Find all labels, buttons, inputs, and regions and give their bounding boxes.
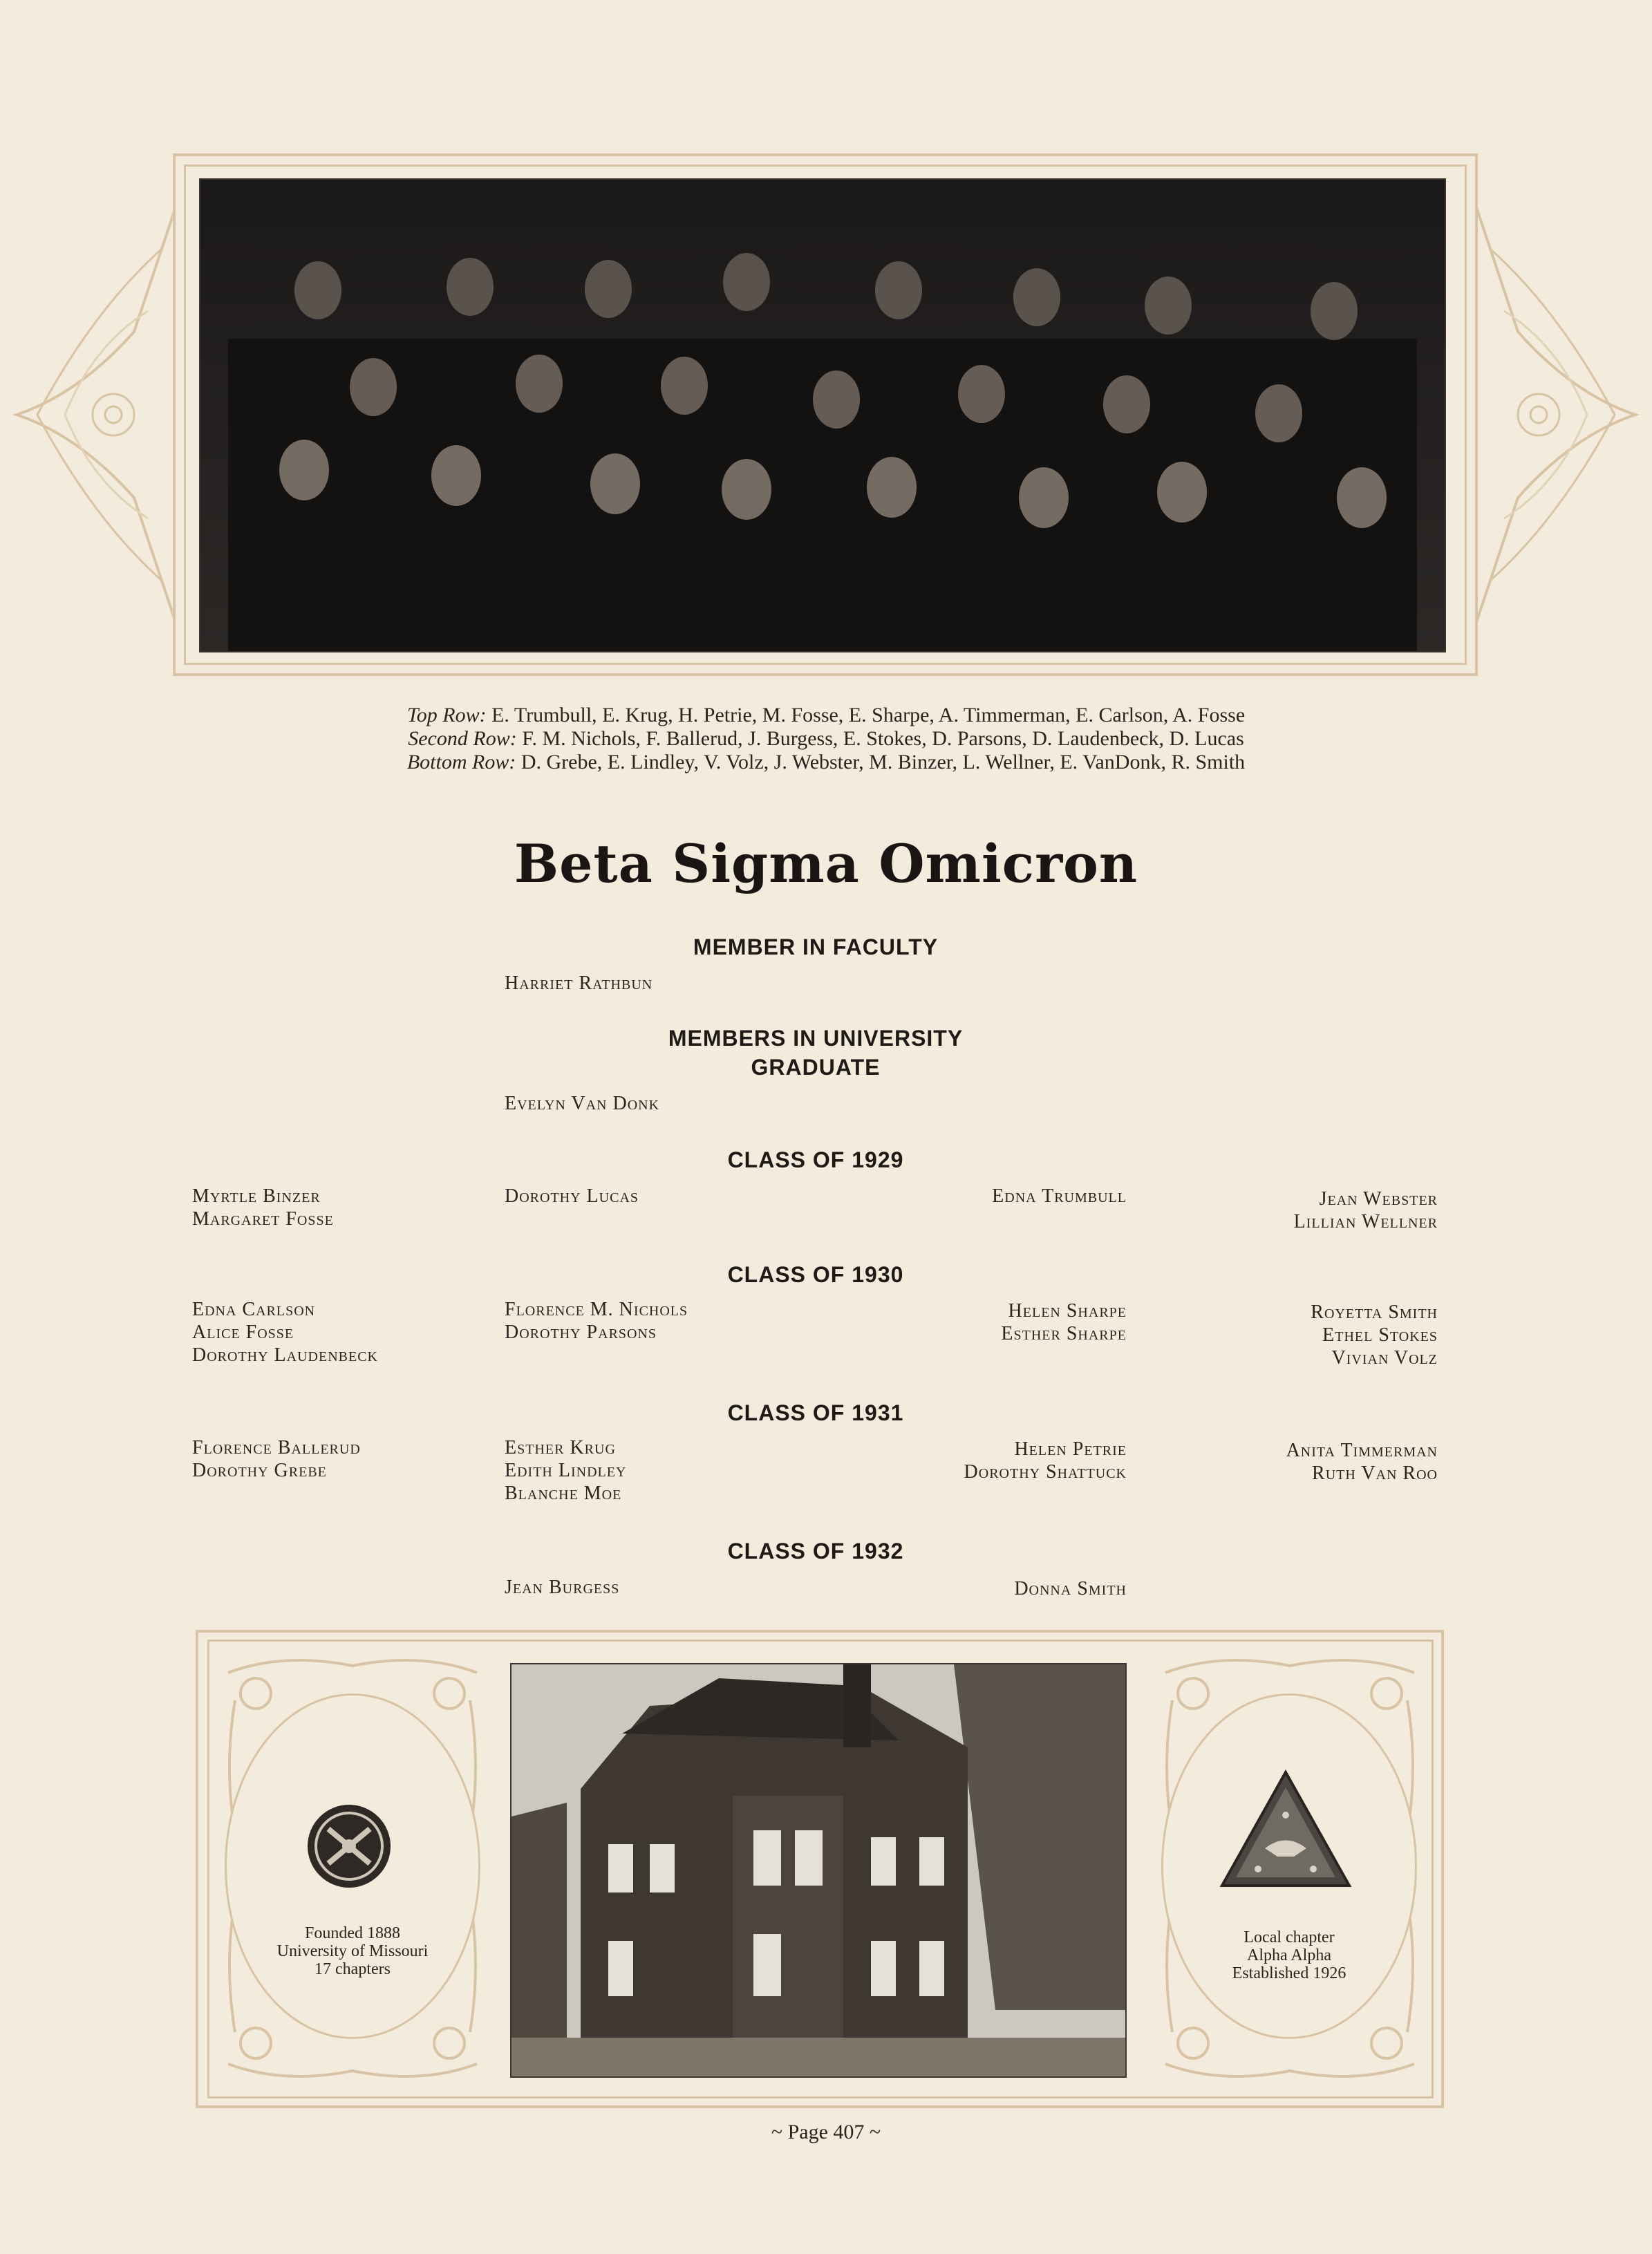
caption-top-names: E. Trumbull, E. Krug, H. Petrie, M. Fosse, E. Sharpe, A. Timmerman, E. Carlson, A. Fosse: [491, 704, 1246, 726]
class-1929-col2: [505, 1185, 639, 1208]
member-name: Vivian Volz: [1331, 1347, 1438, 1369]
member-name: Helen Sharpe: [1008, 1300, 1127, 1322]
member-name: Jean Webster: [1319, 1188, 1438, 1210]
top-row-faces: [294, 253, 1358, 340]
page-number: ~ Page 407 ~: [771, 2121, 881, 2143]
graduate-name: Evelyn Van Donk: [505, 1093, 660, 1114]
member-name: Margaret Fosse: [192, 1208, 334, 1230]
chapters-line: 17 chapters: [315, 1960, 391, 1978]
right-scroll-ornament: [1476, 207, 1642, 622]
university-line: University of Missouri: [276, 1942, 429, 1960]
class-1930-col4: [1161, 1301, 1438, 1369]
member-name: Blanche Moe: [505, 1483, 622, 1504]
member-name: Edna Trumbull: [992, 1185, 1127, 1207]
class-1931-col3: [850, 1438, 1127, 1483]
class-1931-col2: [505, 1436, 626, 1505]
class-1930-col2: [505, 1298, 688, 1344]
class-1929-heading: CLASS OF 1929: [727, 1147, 904, 1172]
member-name: Dorothy Parsons: [505, 1322, 657, 1343]
left-panel-text: [235, 1924, 470, 1978]
class-1931-heading: CLASS OF 1931: [727, 1400, 904, 1425]
member-name: Myrtle Binzer: [192, 1185, 321, 1207]
member-name: Florence M. Nichols: [505, 1299, 688, 1320]
page-title: Beta Sigma Omicron: [514, 833, 1138, 894]
member-name: Dorothy Laudenbeck: [192, 1344, 378, 1366]
member-name: Anita Timmerman: [1286, 1440, 1438, 1461]
class-1932-heading: CLASS OF 1932: [727, 1539, 904, 1563]
member-name: Florence Ballerud: [192, 1437, 361, 1458]
class-1931-col1: [192, 1436, 361, 1482]
group-photo-figures: [200, 180, 1445, 651]
chapter-name-line: Alpha Alpha: [1247, 1946, 1331, 1964]
university-heading: MEMBERS IN UNIVERSITY: [668, 1026, 964, 1051]
member-name: Donna Smith: [1014, 1578, 1127, 1599]
member-name: Dorothy Lucas: [505, 1185, 639, 1207]
member-name: Jean Burgess: [505, 1577, 620, 1598]
class-1929-col4: [1161, 1187, 1438, 1233]
group-photo: [199, 178, 1446, 652]
fraternity-badge-icon: [304, 1801, 394, 1891]
caption-bottom-row: [207, 751, 1445, 774]
member-name: Lillian Wellner: [1293, 1211, 1438, 1232]
member-name: Ethel Stokes: [1322, 1324, 1438, 1346]
chapter-house-photo: [510, 1663, 1127, 2078]
caption-second-names: F. M. Nichols, F. Ballerud, J. Burgess, E. Stokes, D. Parsons, D. Laudenbeck, D. Lucas: [522, 727, 1244, 750]
class-1932-col3: [850, 1577, 1127, 1600]
member-name: Edith Lindley: [505, 1460, 627, 1481]
triangle-lamp-pin-icon: [1217, 1767, 1355, 1891]
faculty-name: Harriet Rathbun: [505, 973, 653, 994]
established-line: Established 1926: [1232, 1964, 1346, 1982]
class-1930-col3: [850, 1299, 1127, 1345]
member-name: Esther Sharpe: [1001, 1323, 1127, 1344]
class-1931-col4: [1161, 1439, 1438, 1485]
chapter-house-drawing: [511, 1664, 1125, 2076]
member-name: Edna Carlson: [192, 1299, 316, 1320]
member-name: Ruth Van Roo: [1312, 1463, 1438, 1484]
class-1930-col1: [192, 1298, 378, 1367]
class-1932-col2: [505, 1576, 619, 1599]
caption-second-row: [207, 727, 1445, 751]
local-chapter-line: Local chapter: [1243, 1928, 1335, 1946]
member-name: Helen Petrie: [1014, 1438, 1127, 1460]
member-name: Royetta Smith: [1311, 1302, 1438, 1323]
member-name: Dorothy Shattuck: [964, 1461, 1127, 1483]
class-1930-heading: CLASS OF 1930: [727, 1262, 904, 1287]
member-name: Dorothy Grebe: [192, 1460, 327, 1481]
left-scroll-ornament: [10, 207, 176, 622]
graduate-heading: GRADUATE: [751, 1055, 881, 1080]
caption-top-label: Top Row:: [406, 704, 487, 726]
caption-second-label: Second Row:: [408, 727, 517, 750]
faculty-heading: MEMBER IN FACULTY: [693, 935, 939, 959]
caption-bottom-names: D. Grebe, E. Lindley, V. Volz, J. Webster, M. Binzer, L. Wellner, E. VanDonk, R. Smith: [520, 751, 1246, 773]
right-panel-text: [1172, 1928, 1407, 1982]
class-1929-col3: [850, 1185, 1127, 1208]
founded-line: Founded 1888: [305, 1924, 400, 1942]
caption-bottom-label: Bottom Row:: [406, 751, 516, 773]
member-name: Esther Krug: [505, 1437, 616, 1458]
class-1929-col1: [192, 1185, 334, 1230]
member-name: Alice Fosse: [192, 1322, 294, 1343]
caption-top-row: [207, 704, 1445, 727]
